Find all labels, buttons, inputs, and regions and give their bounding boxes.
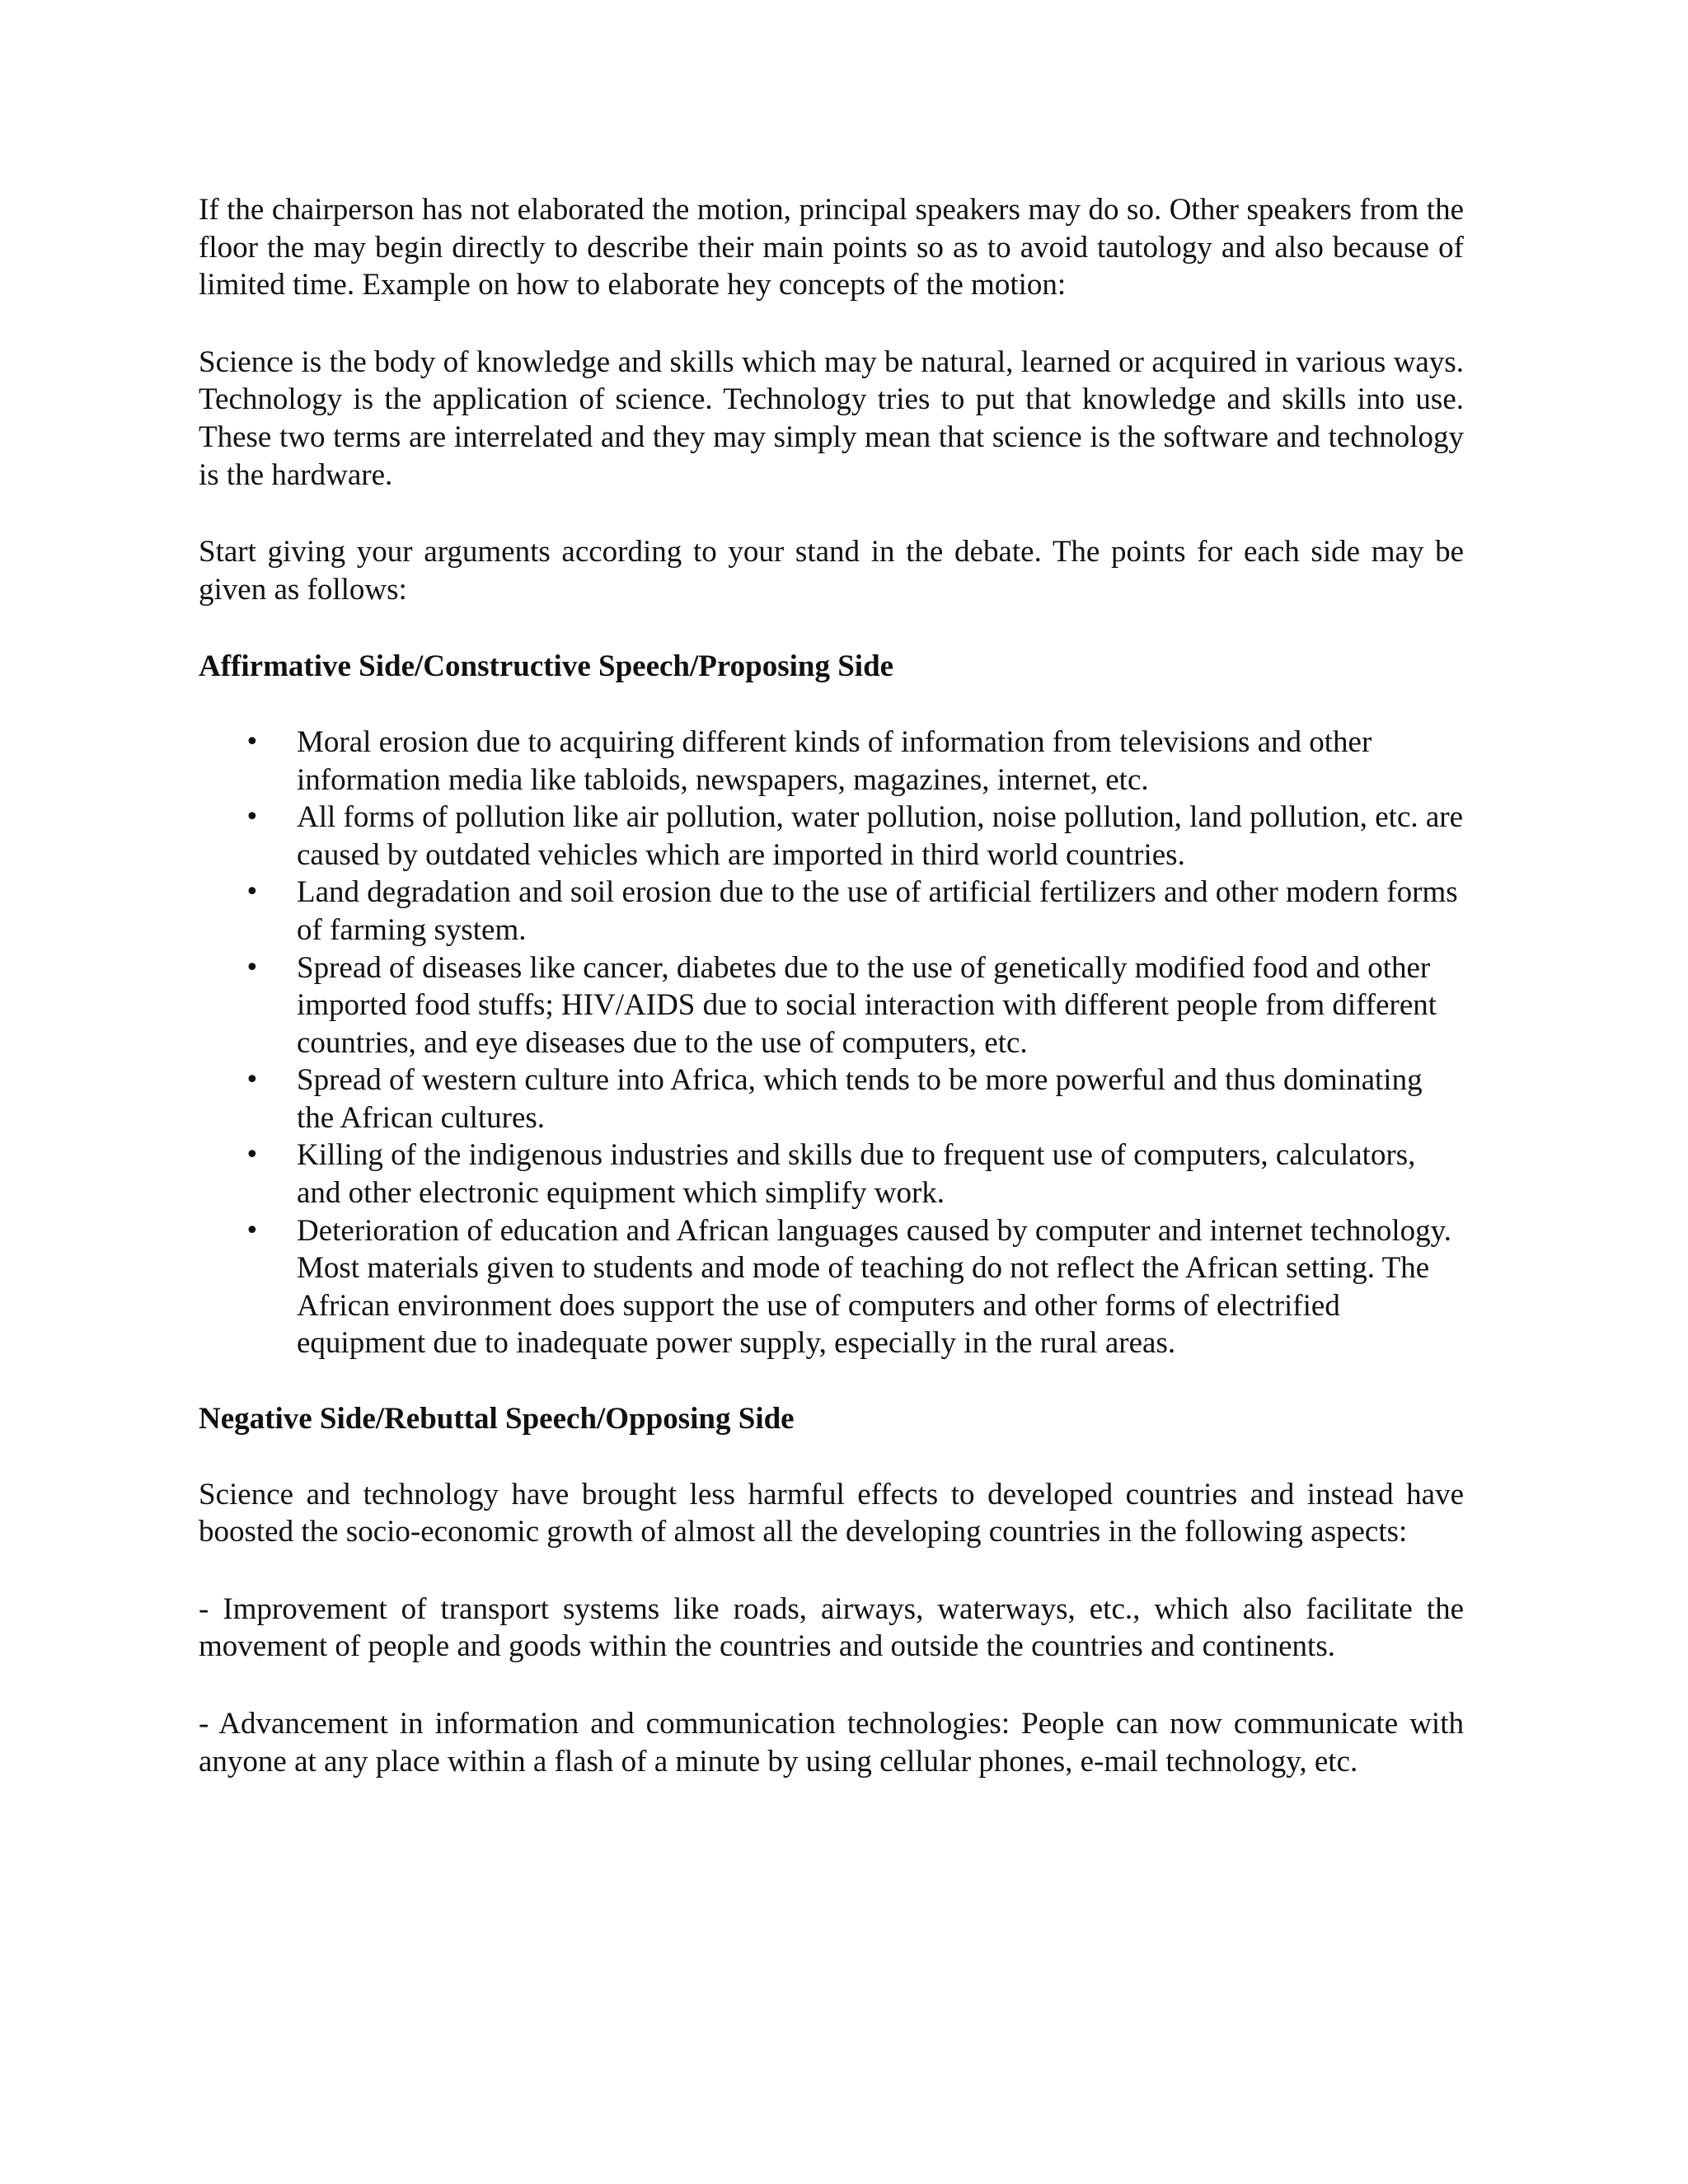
negative-heading: Negative Side/Rebuttal Speech/Opposing Side: [199, 1402, 795, 1436]
bullet-icon: •: [245, 1066, 260, 1095]
list-item: [199, 1212, 1464, 1362]
bullet-icon: •: [245, 878, 260, 907]
intro-paragraph-1: If the chairperson has not elaborated the motion, principal speakers may do so. Other speakers from the floor the may begin directly to describe their main points so as to avoid tautology and also because of limited time. Example on how to elaborate hey concepts of the motion:: [199, 193, 1464, 302]
list-item-text: Spread of western culture into Africa, which tends to be more powerful and thus dominating the African cultures.: [297, 1063, 1423, 1135]
intro-paragraph-3: Start giving your arguments according to your stand in the debate. The points for each side may be given as follows:: [199, 535, 1464, 607]
negative-point-1: - Improvement of transport systems like roads, airways, waterways, etc., which also facilitate the movement of people and goods within the countries and outside the countries and continents.: [199, 1591, 1464, 1664]
bullet-icon: •: [245, 727, 260, 757]
list-item: [199, 949, 1464, 1062]
list-item-text: Spread of diseases like cancer, diabetes due to the use of genetically modified food and other imported food stuffs; HIV/AIDS due to social interaction with different people from different countries, and eye diseases due to the use of computers, etc.: [297, 950, 1437, 1060]
bullet-icon: •: [245, 953, 260, 982]
list-item: [199, 724, 1464, 799]
negative-intro-paragraph: Science and technology have brought less harmful effects to developed countries and instead have boosted the socio-economic growth of almost all the developing countries in the following aspects:: [199, 1477, 1464, 1549]
affirmative-heading: Affirmative Side/Constructive Speech/Proposing Side: [199, 649, 894, 684]
intro-paragraph-2: Science is the body of knowledge and skills which may be natural, learned or acquired in various ways. Technology is the application of science. Technology tries to put that knowledge and skills into use. These two terms are interrelated and they may simply mean that science is the software and technology is the hardware.: [199, 344, 1464, 492]
negative-point-2: - Advancement in information and communication technologies: People can now communicate with anyone at any place within a flash of a minute by using cellular phones, e-mail technology, etc.: [199, 1707, 1464, 1779]
list-item-text: All forms of pollution like air pollution, water pollution, noise pollution, land pollution, etc. are caused by outdated vehicles which are imported in third world countries.: [297, 800, 1464, 872]
bullet-icon: •: [245, 1141, 260, 1170]
list-item: [199, 1062, 1464, 1137]
affirmative-bullet-list: [199, 724, 1464, 1362]
list-item-text: Killing of the indigenous industries and skills due to frequent use of computers, calculators, and other electronic equipment which simplify work.: [297, 1138, 1416, 1211]
list-item-text: Land degradation and soil erosion due to the use of artificial fertilizers and other modern forms of farming system.: [297, 875, 1458, 947]
list-item-text: Moral erosion due to acquiring different kinds of information from televisions and other information media like tabloids, newspapers, magazines, internet, etc.: [297, 724, 1372, 797]
list-item: [199, 874, 1464, 949]
list-item: [199, 799, 1464, 874]
bullet-icon: •: [245, 803, 260, 832]
list-item-text: Deterioration of education and African languages caused by computer and internet technology. Most materials given to students and mode of teaching do not reflect the African setting. The African environment does support the use of computers and other forms of electrified equipment due to inadequate power supply, especially in the rural areas.: [297, 1213, 1452, 1361]
list-item: [199, 1137, 1464, 1212]
bullet-icon: •: [245, 1216, 260, 1245]
